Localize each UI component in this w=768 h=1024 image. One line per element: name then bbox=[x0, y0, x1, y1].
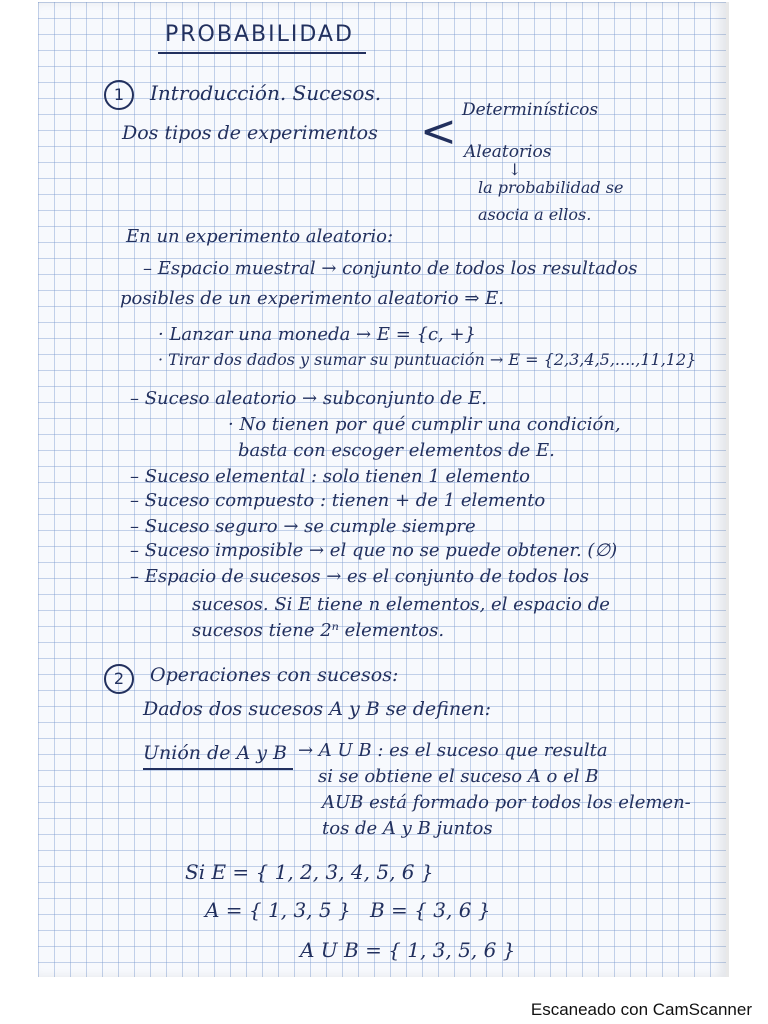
scanner-watermark: Escaneado con CamScanner bbox=[530, 1000, 752, 1019]
title-underline bbox=[158, 52, 366, 54]
experiment-types-line: Dos tipos de experimentos bbox=[122, 122, 378, 144]
union-label: Unión de A y B bbox=[143, 742, 287, 764]
union-definition-4: tos de A y B juntos bbox=[322, 818, 493, 839]
item-coin-example: · Lanzar una moneda → E = {c, +} bbox=[158, 324, 477, 345]
random-experiment-intro: En un experimento aleatorio: bbox=[126, 226, 394, 247]
probability-note-1: la probabilidad se bbox=[478, 178, 624, 197]
section-1-number: 1 bbox=[104, 80, 134, 110]
branch-deterministic: Determinísticos bbox=[462, 100, 599, 120]
item-random-event-note-1: · No tienen por qué cumplir una condición, bbox=[228, 414, 621, 435]
item-impossible-event: – Suceso imposible → el que no se puede obtener. (∅) bbox=[130, 540, 618, 561]
union-definition-3: AUB está formado por todos los elemen- bbox=[322, 792, 691, 813]
section-2-intro: Dados dos sucesos A y B se definen: bbox=[143, 698, 491, 720]
branch-brace: < bbox=[420, 106, 457, 157]
example-union-result: A U B = { 1, 3, 5, 6 } bbox=[300, 938, 516, 962]
section-2-number: 2 bbox=[104, 664, 134, 694]
union-label-underline bbox=[143, 768, 293, 770]
item-random-event-note-2: basta con escoger elementos de E. bbox=[238, 440, 555, 461]
example-set-a: A = { 1, 3, 5 } bbox=[205, 898, 351, 922]
item-certain-event: – Suceso seguro → se cumple siempre bbox=[130, 516, 476, 537]
item-random-event: – Suceso aleatorio → subconjunto de E. bbox=[130, 388, 488, 409]
probability-note-2: asocia a ellos. bbox=[478, 205, 592, 224]
item-dice-example: · Tirar dos dados y sumar su puntuación → E = {2,3,4,5,....,11,12} bbox=[158, 350, 697, 369]
union-definition-2: si se obtiene el suceso A o el B bbox=[318, 766, 599, 787]
example-set-e: Si E = { 1, 2, 3, 4, 5, 6 } bbox=[185, 860, 434, 884]
item-event-space-cont-2: sucesos tiene 2ⁿ elementos. bbox=[192, 620, 445, 641]
item-sample-space: – Espacio muestral → conjunto de todos los resultados bbox=[143, 258, 638, 279]
item-compound-event: – Suceso compuesto : tienen + de 1 elemento bbox=[130, 490, 546, 511]
union-definition-1: → A U B : es el suceso que resulta bbox=[298, 740, 608, 761]
item-event-space: – Espacio de sucesos → es el conjunto de todos los bbox=[130, 566, 589, 587]
example-set-b: B = { 3, 6 } bbox=[370, 898, 491, 922]
page-title: PROBABILIDAD bbox=[165, 22, 354, 47]
section-1-heading: Introducción. Sucesos. bbox=[150, 81, 382, 105]
item-sample-space-cont: posibles de un experimento aleatorio ⇒ E. bbox=[120, 288, 505, 309]
section-2-heading: Operaciones con sucesos: bbox=[150, 664, 399, 686]
branch-random: Aleatorios bbox=[464, 142, 552, 162]
item-elementary-event: – Suceso elemental : solo tienen 1 elemento bbox=[130, 466, 530, 487]
down-arrow: ↓ bbox=[508, 160, 522, 179]
item-event-space-cont-1: sucesos. Si E tiene n elementos, el espacio de bbox=[192, 594, 610, 615]
